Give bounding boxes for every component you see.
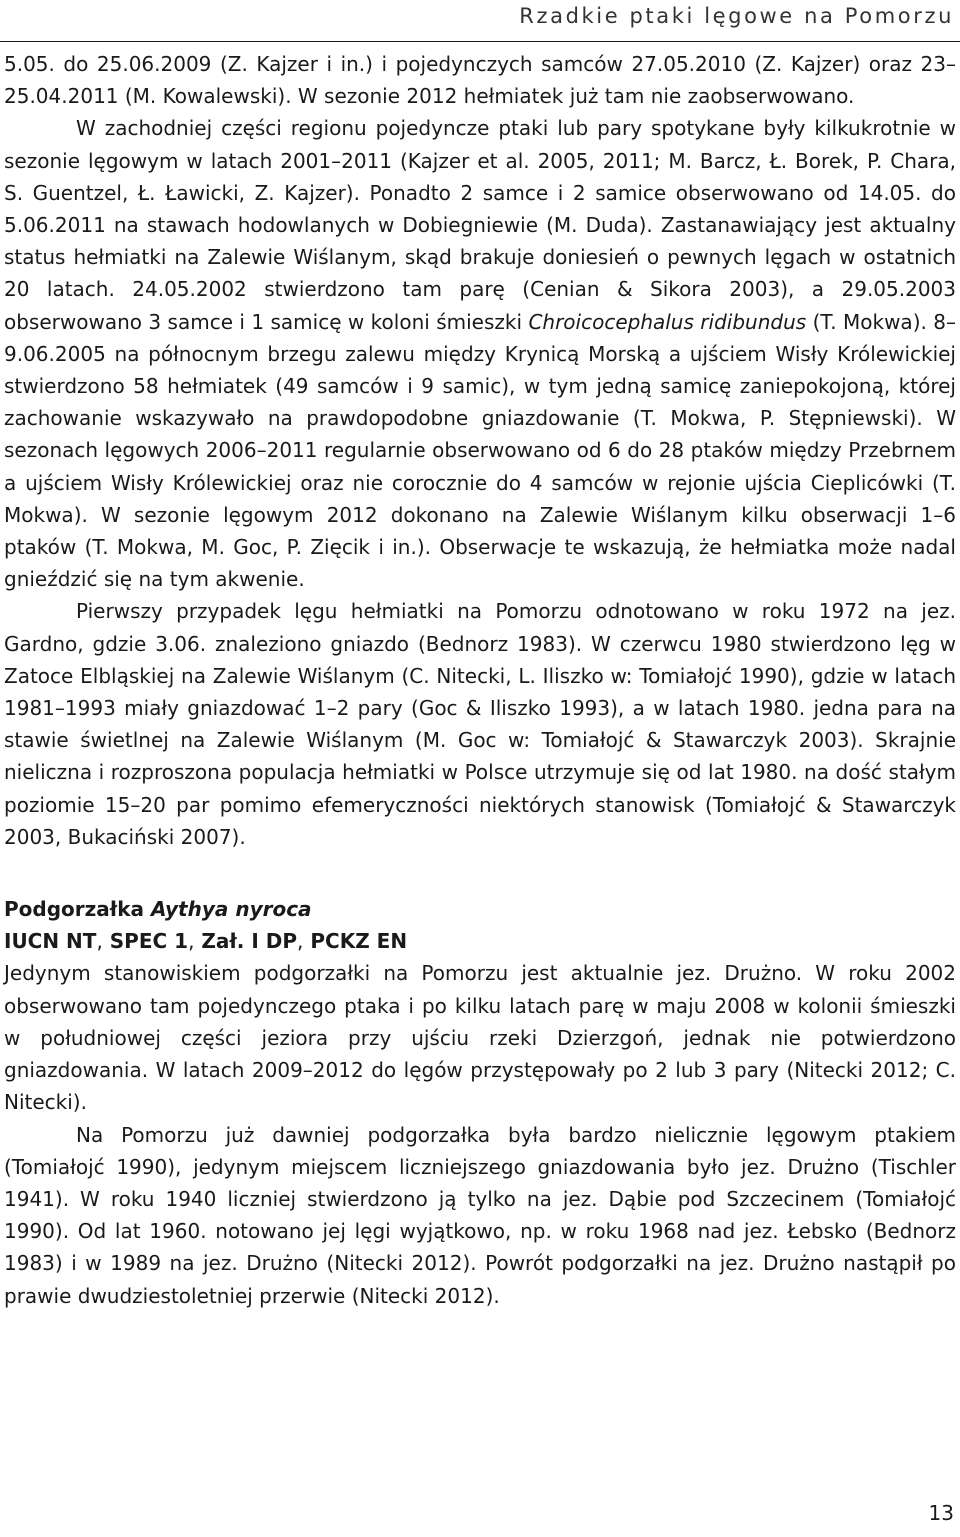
species-title [4, 893, 956, 925]
paragraph-first-breeding: Pierwszy przypadek lęgu hełmiatki na Pomorzu odnotowano w roku 1972 na jez. Gardno, gdzie 3.06. znaleziono gniazdo (Bednorz 1983). W czerwcu 1980 stwierdzono lęg w Zatoce Elbląskiej na Zalewie Wiślanym (C. Nitecki, L. Iliszko w: Tomiałojć 1990), gdzie w latach 1981–1993 miały gniazdować 1–2 pary (Goc & Iliszko 1993), a w latach 1980. jedna para na stawie świetlnej na Zalewie Wiślanym (M. Goc w: Tomiałojć & Stawarczyk 2003). Skrajnie nieliczna i rozproszona populacja hełmiatki w Polsce utrzymuje się od lat 1980. na dość stałym poziomie 15–20 par pomimo efemeryczności niektórych stanowisk (Tomiałojć & Stawarczyk 2003, Bukaciński 2007). [4, 599, 956, 849]
page-number: 13 [928, 1501, 954, 1525]
species-common-name: Podgorzałka [4, 897, 144, 922]
running-header [0, 0, 960, 42]
species-status-line: IUCN NT, SPEC 1, Zał. I DP, PCKZ EN [4, 929, 408, 954]
latin-species-name: Chroicocephalus ridibundus [528, 309, 807, 334]
paragraph-west-region [4, 112, 956, 595]
article-body [4, 48, 956, 1312]
status-pckz: PCKZ EN [310, 929, 408, 954]
paragraph-druzno-site: Jedynym stanowiskiem podgorzałki na Pomorzu jest aktualnie jez. Drużno. W roku 2002 obserwowano tam pojedynczego ptaka i po kilku latach parę w maju 2008 w kolonii śmieszki w południowej części jeziora przy ujściu rzeki Dzierzgoń, jednak nie potwierdzono gniazdowania. W latach 2009–2012 do lęgów przystępowały po 2 lub 3 pary (Nitecki 2012; C. Nitecki). [4, 961, 956, 1115]
paragraph-text: W zachodniej części regionu pojedyncze ptaki lub pary spotykane były kilkukrotnie w sezonie lęgowym w latach 2001–2011 (Kajzer et al. 2005, 2011; M. Barcz, Ł. Borek, P. Chara, S. Guentzel, Ł. Ławicki, Z. Kajzer). Ponadto 2 samce i 2 samice obserwowano od 14.05. do 5.06.2011 na stawach hodowlanych w Dobiegniewie (M. Duda). Zastanawiający jest aktualny status hełmiatki na Zalewie Wiślanym, skąd brakuje doniesień o pewnych lęgach w ostatnich 20 latach. 24.05.2002 stwierdzono tam parę (Cenian & Sikora 2003), a 29.05.2003 obserwowano 3 samce i 1 samicę w koloni śmieszki [4, 116, 956, 334]
species-latin-name: Aythya nyroca [150, 897, 312, 922]
running-title: Rzadkie ptaki lęgowe na Pomorzu [519, 4, 954, 28]
paragraph-continuation: 5.05. do 25.06.2009 (Z. Kajzer i in.) i pojedynczych samców 27.05.2010 (Z. Kajzer) oraz 23–25.04.2011 (M. Kowalewski). W sezonie 2012 hełmiatek już tam nie zaobserwowano. [4, 52, 956, 109]
status-iucn: IUCN NT [4, 929, 97, 954]
paragraph-history: Na Pomorzu już dawniej podgorzałka była bardzo nielicznie lęgowym ptakiem (Tomiałojć 1990), jedynym miejscem liczniejszego gniazdowania było jez. Drużno (Tischler 1941). W roku 1940 liczniej stwierdzono ją tylko na jez. Dąbie pod Szczecinem (Tomiałojć 1990). Od lat 1960. notowano jej lęgi wyjątkowo, np. w roku 1968 nad jez. Łebsko (Bednorz 1983) i w 1989 na jez. Drużno (Nitecki 2012). Powrót podgorzałki na jez. Drużno nastąpił po prawie dwudziestoletniej przerwie (Nitecki 2012). [4, 1122, 956, 1308]
status-dp: Zał. I DP [201, 929, 298, 954]
species-heading [4, 893, 956, 957]
paragraph-text: (T. Mokwa). 8–9.06.2005 na północnym brzegu zalewu między Krynicą Morską a ujściem Wisły Królewickiej stwierdzono 58 hełmiatek (49 samców i 9 samic), w tym jedną samicę zaniepokojoną, której zachowanie wskazywało na prawdopodobne gniazdowanie (T. Mokwa, P. Stępniewski). W sezonach lęgowych 2006–2011 regularnie obserwowano od 6 do 28 ptaków między Przebrnem a ujściem Wisły Królewickiej oraz nie corocznie do 4 samców w rejonie ujścia Cieplicówki (T. Mokwa). W sezonie lęgowym 2012 dokonano na Zalewie Wiślanym kilku obserwacji 1–6 ptaków (T. Mokwa, M. Goc, P. Zięcik i in.). Obserwacje te wskazują, że hełmiatka może nadal gnieździć się na tym akwenie. [4, 309, 956, 592]
status-spec: SPEC 1 [109, 929, 189, 954]
